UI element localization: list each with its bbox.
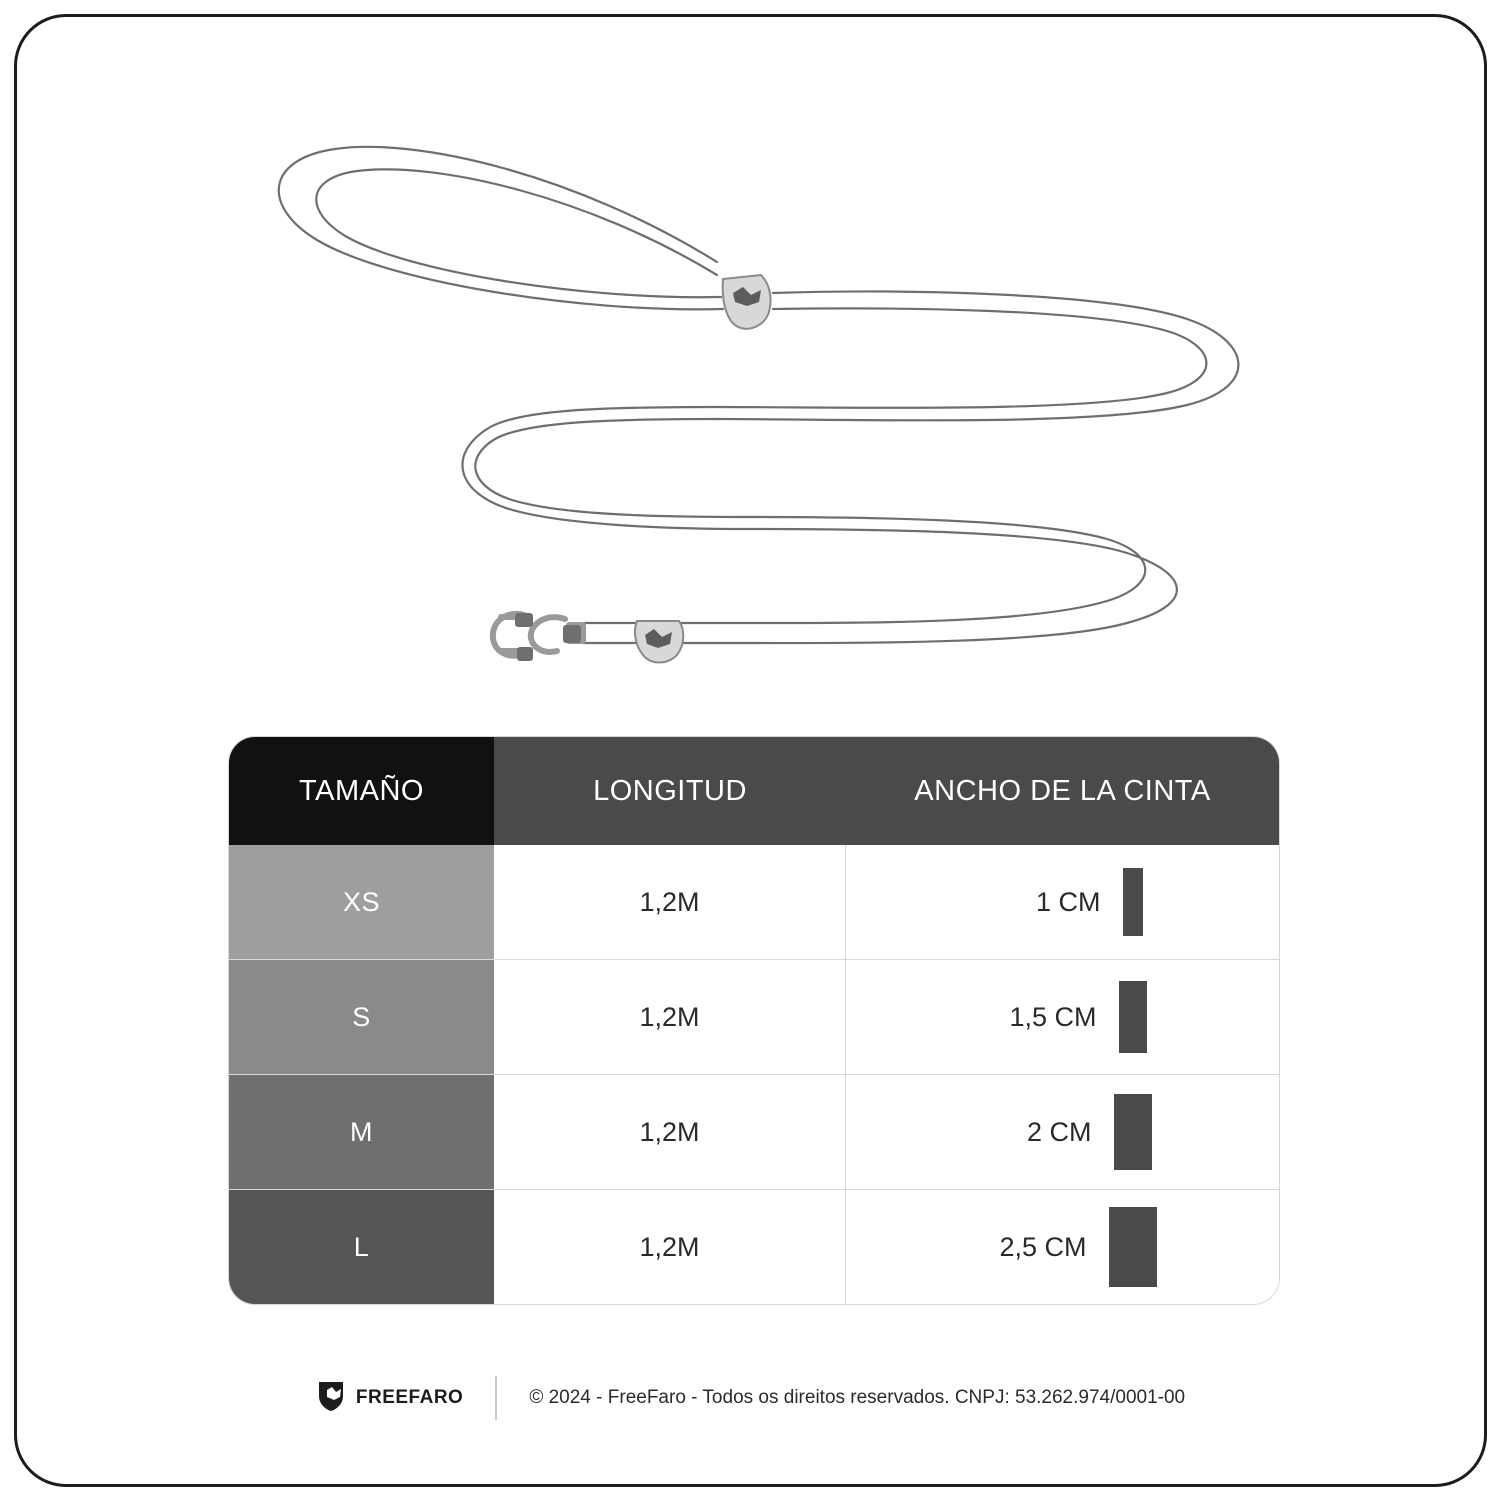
width-label: 1 CM — [1035, 886, 1101, 917]
table-row — [229, 1190, 1279, 1304]
leash-illustration — [17, 57, 1490, 697]
width-label: 2 CM — [1026, 1116, 1092, 1147]
width-label: 1,5 CM — [1009, 1001, 1097, 1032]
cell-length: 1,2M — [494, 1075, 846, 1190]
cell-length: 1,2M — [494, 845, 846, 960]
product-card — [14, 14, 1487, 1487]
logo-badge-bottom — [635, 621, 683, 663]
shield-dog-icon — [316, 1379, 346, 1418]
table-header-row — [229, 737, 1279, 845]
cell-width — [846, 1190, 1279, 1304]
copyright-text: © 2024 - FreeFaro - Todos os direitos reservados. CNPJ: 53.262.974/0001-00 — [529, 1387, 1186, 1408]
brand-name: FREEFARO — [355, 1387, 464, 1408]
header-size: TAMAÑO — [229, 737, 494, 845]
logo-badge-top — [723, 275, 771, 329]
header-length: LONGITUD — [494, 737, 846, 845]
footer-divider — [495, 1376, 497, 1420]
cell-width — [846, 845, 1279, 960]
cell-size: M — [229, 1075, 494, 1190]
cell-length: 1,2M — [494, 1190, 846, 1304]
table-row — [229, 1075, 1279, 1190]
cell-size: L — [229, 1190, 494, 1304]
table-row — [229, 960, 1279, 1075]
size-table-head — [229, 737, 1279, 845]
footer — [17, 1376, 1484, 1420]
cell-width — [846, 960, 1279, 1075]
hook-gate — [517, 647, 533, 661]
size-table-container — [229, 737, 1279, 1304]
width-label: 2,5 CM — [999, 1231, 1087, 1262]
brand-lockup — [316, 1379, 463, 1418]
cell-length: 1,2M — [494, 960, 846, 1075]
cell-size: S — [229, 960, 494, 1075]
cell-size: XS — [229, 845, 494, 960]
size-table-body — [229, 845, 1279, 1304]
width-swatch — [1119, 981, 1147, 1053]
width-swatch — [1109, 1207, 1157, 1287]
hook-swivel — [515, 613, 533, 627]
width-swatch — [1123, 868, 1143, 936]
size-table — [229, 737, 1279, 1304]
hook-connector — [563, 625, 581, 643]
width-swatch — [1114, 1094, 1152, 1170]
table-row — [229, 845, 1279, 960]
cell-width — [846, 1075, 1279, 1190]
header-strap-width: ANCHO DE LA CINTA — [846, 737, 1279, 845]
